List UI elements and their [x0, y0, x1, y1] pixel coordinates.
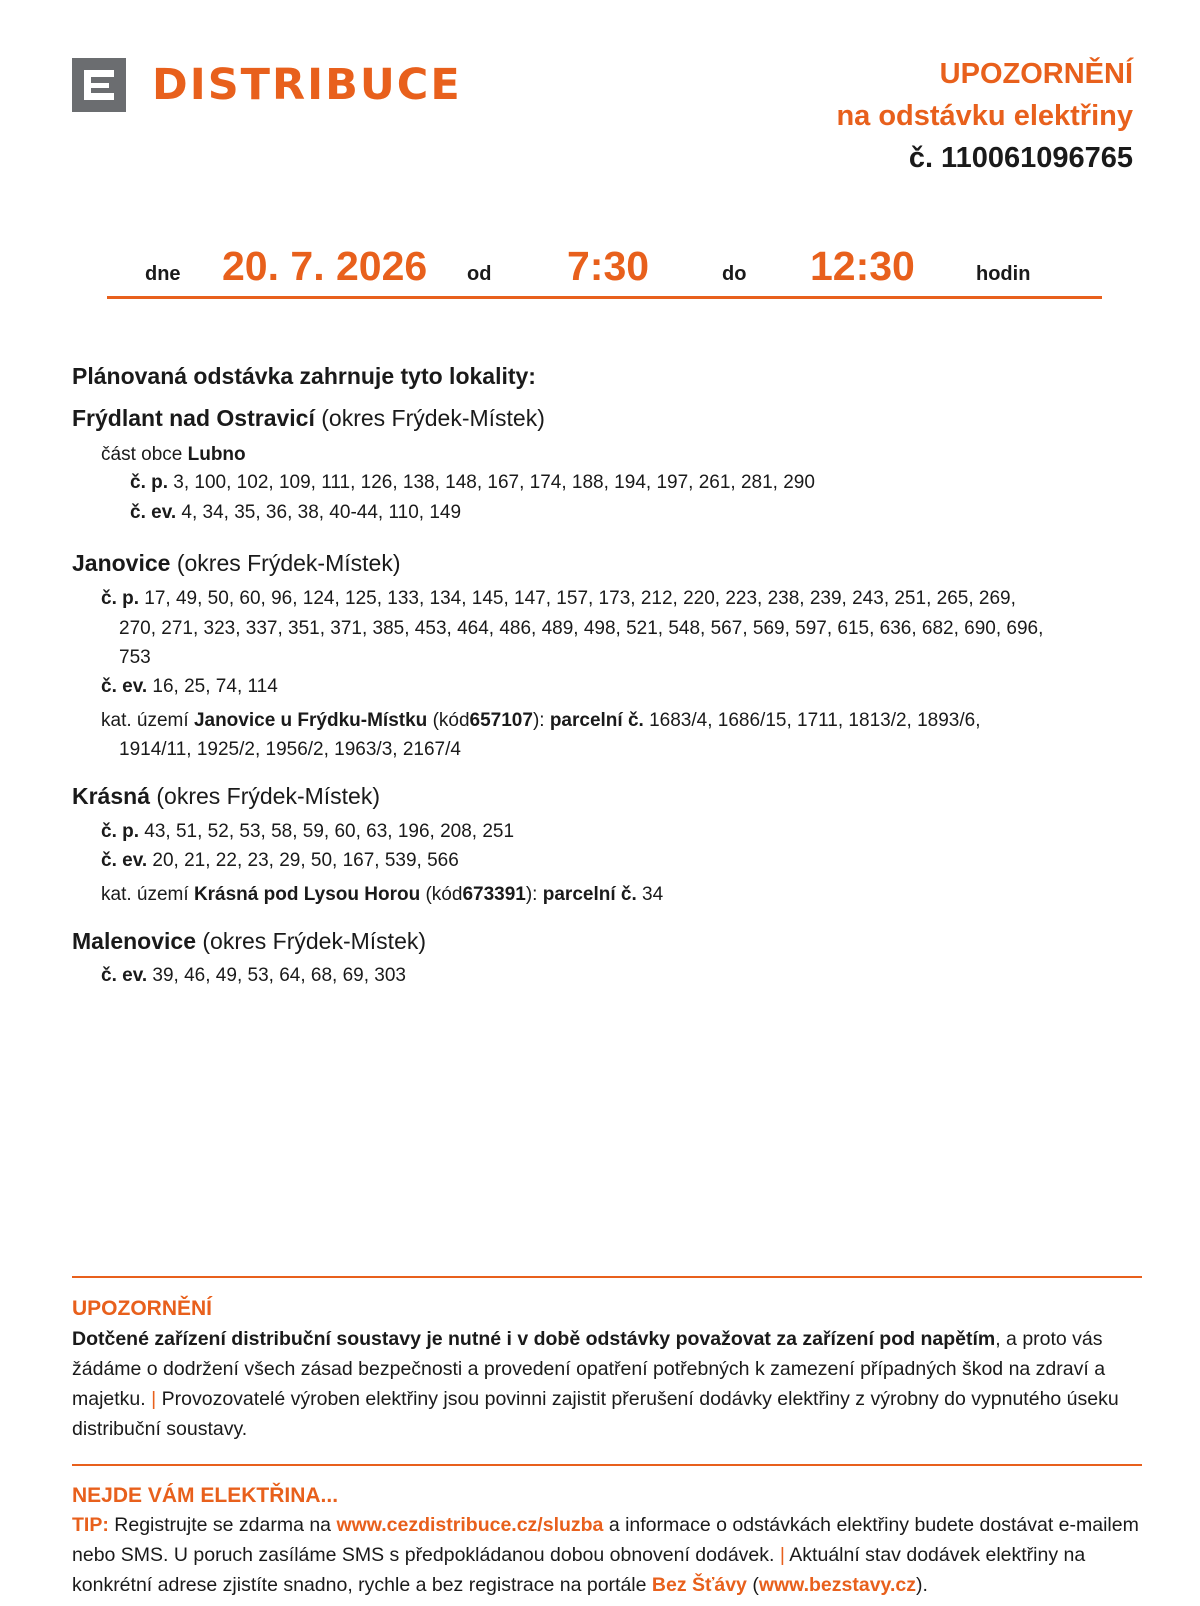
cp-line — [101, 584, 1016, 614]
kod-label: (kód — [425, 884, 463, 905]
kat-name: Krásná pod Lysou Horou — [193, 884, 421, 905]
part-line — [101, 440, 246, 470]
parc-values: 34 — [642, 884, 664, 905]
location-district: (okres Frýdek-Místek) — [321, 405, 545, 431]
kod-value: 657107 — [469, 710, 533, 731]
tip-text1: Registrujte se zdarma na — [114, 1514, 332, 1536]
cp-values-cont: 753 — [119, 647, 151, 668]
dne-label: dne — [145, 263, 181, 285]
cp-line — [101, 817, 514, 847]
ev-values: 20, 21, 22, 23, 29, 50, 167, 539, 566 — [152, 850, 459, 871]
location-name: Krásná — [72, 783, 150, 809]
divider — [72, 1276, 1142, 1278]
kat-name: Janovice u Frýdku-Místku — [193, 710, 428, 731]
tip-text — [72, 1510, 1147, 1600]
tip-label: TIP: — [72, 1514, 109, 1536]
kod-value: 673391 — [462, 884, 526, 905]
cp-values: 3, 100, 102, 109, 111, 126, 138, 148, 167, 174, 188, 194, 197, 261, 281, 290 — [173, 472, 815, 493]
cp-values: 17, 49, 50, 60, 96, 124, 125, 133, 134, 145, 147, 157, 173, 212, 220, 223, 238, 239, 243, 251, 265, 269, — [144, 588, 1016, 609]
location-name: Frýdlant nad Ostravicí — [72, 405, 315, 431]
tip-text5: ). — [915, 1574, 928, 1596]
location-name: Malenovice — [72, 928, 196, 954]
bez-stavy-link[interactable]: Bez Šťávy — [651, 1574, 747, 1596]
ev-line — [130, 498, 461, 528]
location-district: (okres Frýdek-Místek) — [202, 928, 427, 954]
cp-label: č. p. — [130, 472, 169, 493]
part-name: Lubno — [187, 444, 246, 465]
kat-label: kat. území — [101, 884, 189, 905]
bezstavy-link[interactable]: www.bezstavy.cz — [758, 1574, 916, 1596]
ev-label: č. ev. — [101, 965, 148, 986]
ev-line — [101, 672, 278, 702]
kat-line — [101, 706, 981, 736]
warning-bold: Dotčené zařízení distribuční soustavy je nutné i v době odstávky považovat za zařízení pod napětím — [72, 1328, 996, 1350]
od-label: od — [467, 263, 492, 285]
time-from: 7:30 — [567, 243, 650, 289]
location-district: (okres Frýdek-Místek) — [176, 550, 401, 576]
ev-line — [101, 961, 406, 991]
location-district: (okres Frýdek-Místek) — [156, 783, 381, 809]
kod-close: ): — [532, 710, 545, 731]
ev-values: 16, 25, 74, 114 — [152, 676, 278, 697]
brand-name: DISTRIBUCE — [152, 60, 462, 110]
kat-line — [101, 880, 663, 910]
parc-label: parcelní č. — [549, 710, 644, 731]
cezdistribuce-link[interactable]: www.cezdistribuce.cz/sluzba — [336, 1514, 604, 1536]
do-label: do — [722, 263, 747, 285]
kat-label: kat. území — [101, 710, 189, 731]
kod-close: ): — [525, 884, 538, 905]
company-logo — [72, 58, 462, 112]
ev-line — [101, 846, 459, 876]
schedule-row — [107, 240, 1102, 299]
ev-label: č. ev. — [130, 502, 177, 523]
location-janovice — [72, 550, 400, 577]
hodin-label: hodin — [976, 263, 1031, 285]
ev-label: č. ev. — [101, 850, 148, 871]
separator-bar: | — [151, 1388, 157, 1410]
tip-title: NEJDE VÁM ELEKTŘINA... — [72, 1484, 339, 1507]
parc-values-cont: 1914/11, 1925/2, 1956/2, 1963/3, 2167/4 — [119, 739, 461, 760]
notice-subtitle: na odstávku elektřiny — [836, 100, 1133, 132]
cp-label: č. p. — [101, 588, 140, 609]
ev-values: 4, 34, 35, 36, 38, 40-44, 110, 149 — [181, 502, 462, 523]
separator-bar: | — [779, 1544, 785, 1566]
warning-text1: , a proto vás žádáme o dodržení všech zásad bezpečnosti a provedení opatření potřebných k zamezení případných škod na zdraví a majetku. — [72, 1328, 1106, 1410]
cp-label: č. p. — [101, 821, 140, 842]
notice-header — [836, 53, 1133, 179]
kod-label: (kód — [432, 710, 470, 731]
ev-values: 39, 46, 49, 53, 64, 68, 69, 303 — [152, 965, 406, 986]
warning-title: UPOZORNĚNÍ — [72, 1297, 213, 1320]
parc-label: parcelní č. — [542, 884, 637, 905]
warning-text2: Provozovatelé výroben elektřiny jsou povinni zajistit přerušení dodávky elektřiny z výrobny do vypnutého úseku distribuční soustavy. — [72, 1388, 1119, 1440]
divider — [72, 1464, 1142, 1466]
location-malenovice — [72, 928, 426, 955]
notice-number: č. 110061096765 — [908, 142, 1133, 174]
time-to: 12:30 — [810, 243, 915, 289]
cp-line — [130, 468, 815, 498]
notice-title: UPOZORNĚNÍ — [939, 58, 1133, 90]
cp-values-cont: 270, 271, 323, 337, 351, 371, 385, 453, 464, 486, 489, 498, 521, 548, 567, 569, 597, 615, 636, 682, 690, 696, — [119, 618, 1044, 639]
locations-intro: Plánovaná odstávka zahrnuje tyto lokality: — [72, 363, 536, 389]
tip-text3: Aktuální stav dodávek elektřiny na konkrétní adrese zjistíte snadno, rychle a bez registrace na portále — [72, 1544, 1086, 1596]
warning-text — [72, 1324, 1147, 1444]
part-label: část obce — [101, 444, 183, 465]
parc-values: 1683/4, 1686/15, 1711, 1813/2, 1893/6, — [649, 710, 981, 731]
location-frydlant — [72, 405, 545, 432]
tip-text2: a informace o odstávkách elektřiny budete dostávat e-mailem nebo SMS. U poruch zasíláme SMS s předpokládanou dobou obnovení dodávek. — [72, 1514, 1139, 1566]
outage-date: 20. 7. 2026 — [222, 243, 428, 289]
cp-values: 43, 51, 52, 53, 58, 59, 60, 63, 196, 208, 251 — [144, 821, 515, 842]
location-name: Janovice — [72, 550, 171, 576]
ev-label: č. ev. — [101, 676, 148, 697]
tip-text4: ( — [752, 1574, 759, 1596]
logo-mark-icon — [72, 58, 126, 112]
location-krasna — [72, 783, 380, 810]
